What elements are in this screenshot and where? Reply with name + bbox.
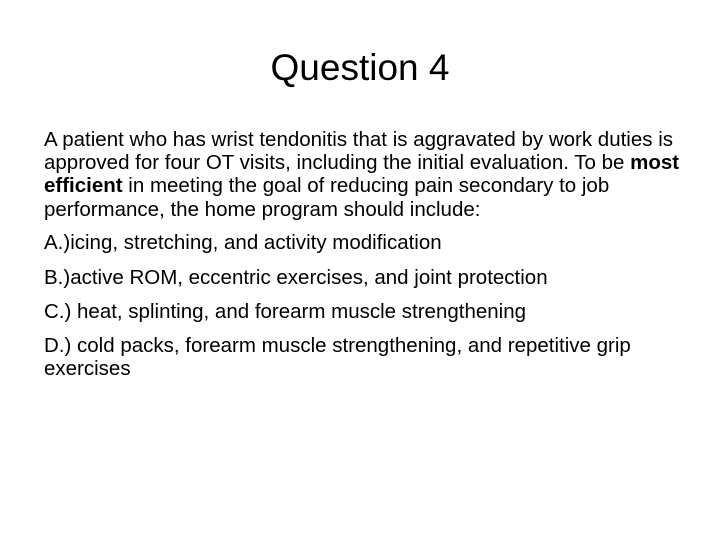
question-stem-text-1: A patient who has wrist tendonitis that is aggravated by work duties is approved for four OT visits, including the initial evaluation. To be	[44, 128, 674, 175]
answer-option-a: A.)icing, stretching, and activity modification	[44, 231, 442, 255]
slide-body	[44, 128, 684, 391]
answer-option-d: D.) cold packs, forearm muscle strengthening, and repetitive grip exercises	[44, 333, 631, 381]
question-stem-text-2: in meeting the goal of reducing pain secondary to job performance, the home program should include:	[44, 174, 610, 221]
question-stem	[44, 128, 684, 221]
answer-option-c: C.) heat, splinting, and forearm muscle strengthening	[44, 299, 527, 323]
slide-title: Question 4	[270, 47, 450, 88]
question-emphasis: most efficient	[44, 151, 680, 198]
answer-option-b: B.)active ROM, eccentric exercises, and joint protection	[44, 265, 548, 289]
